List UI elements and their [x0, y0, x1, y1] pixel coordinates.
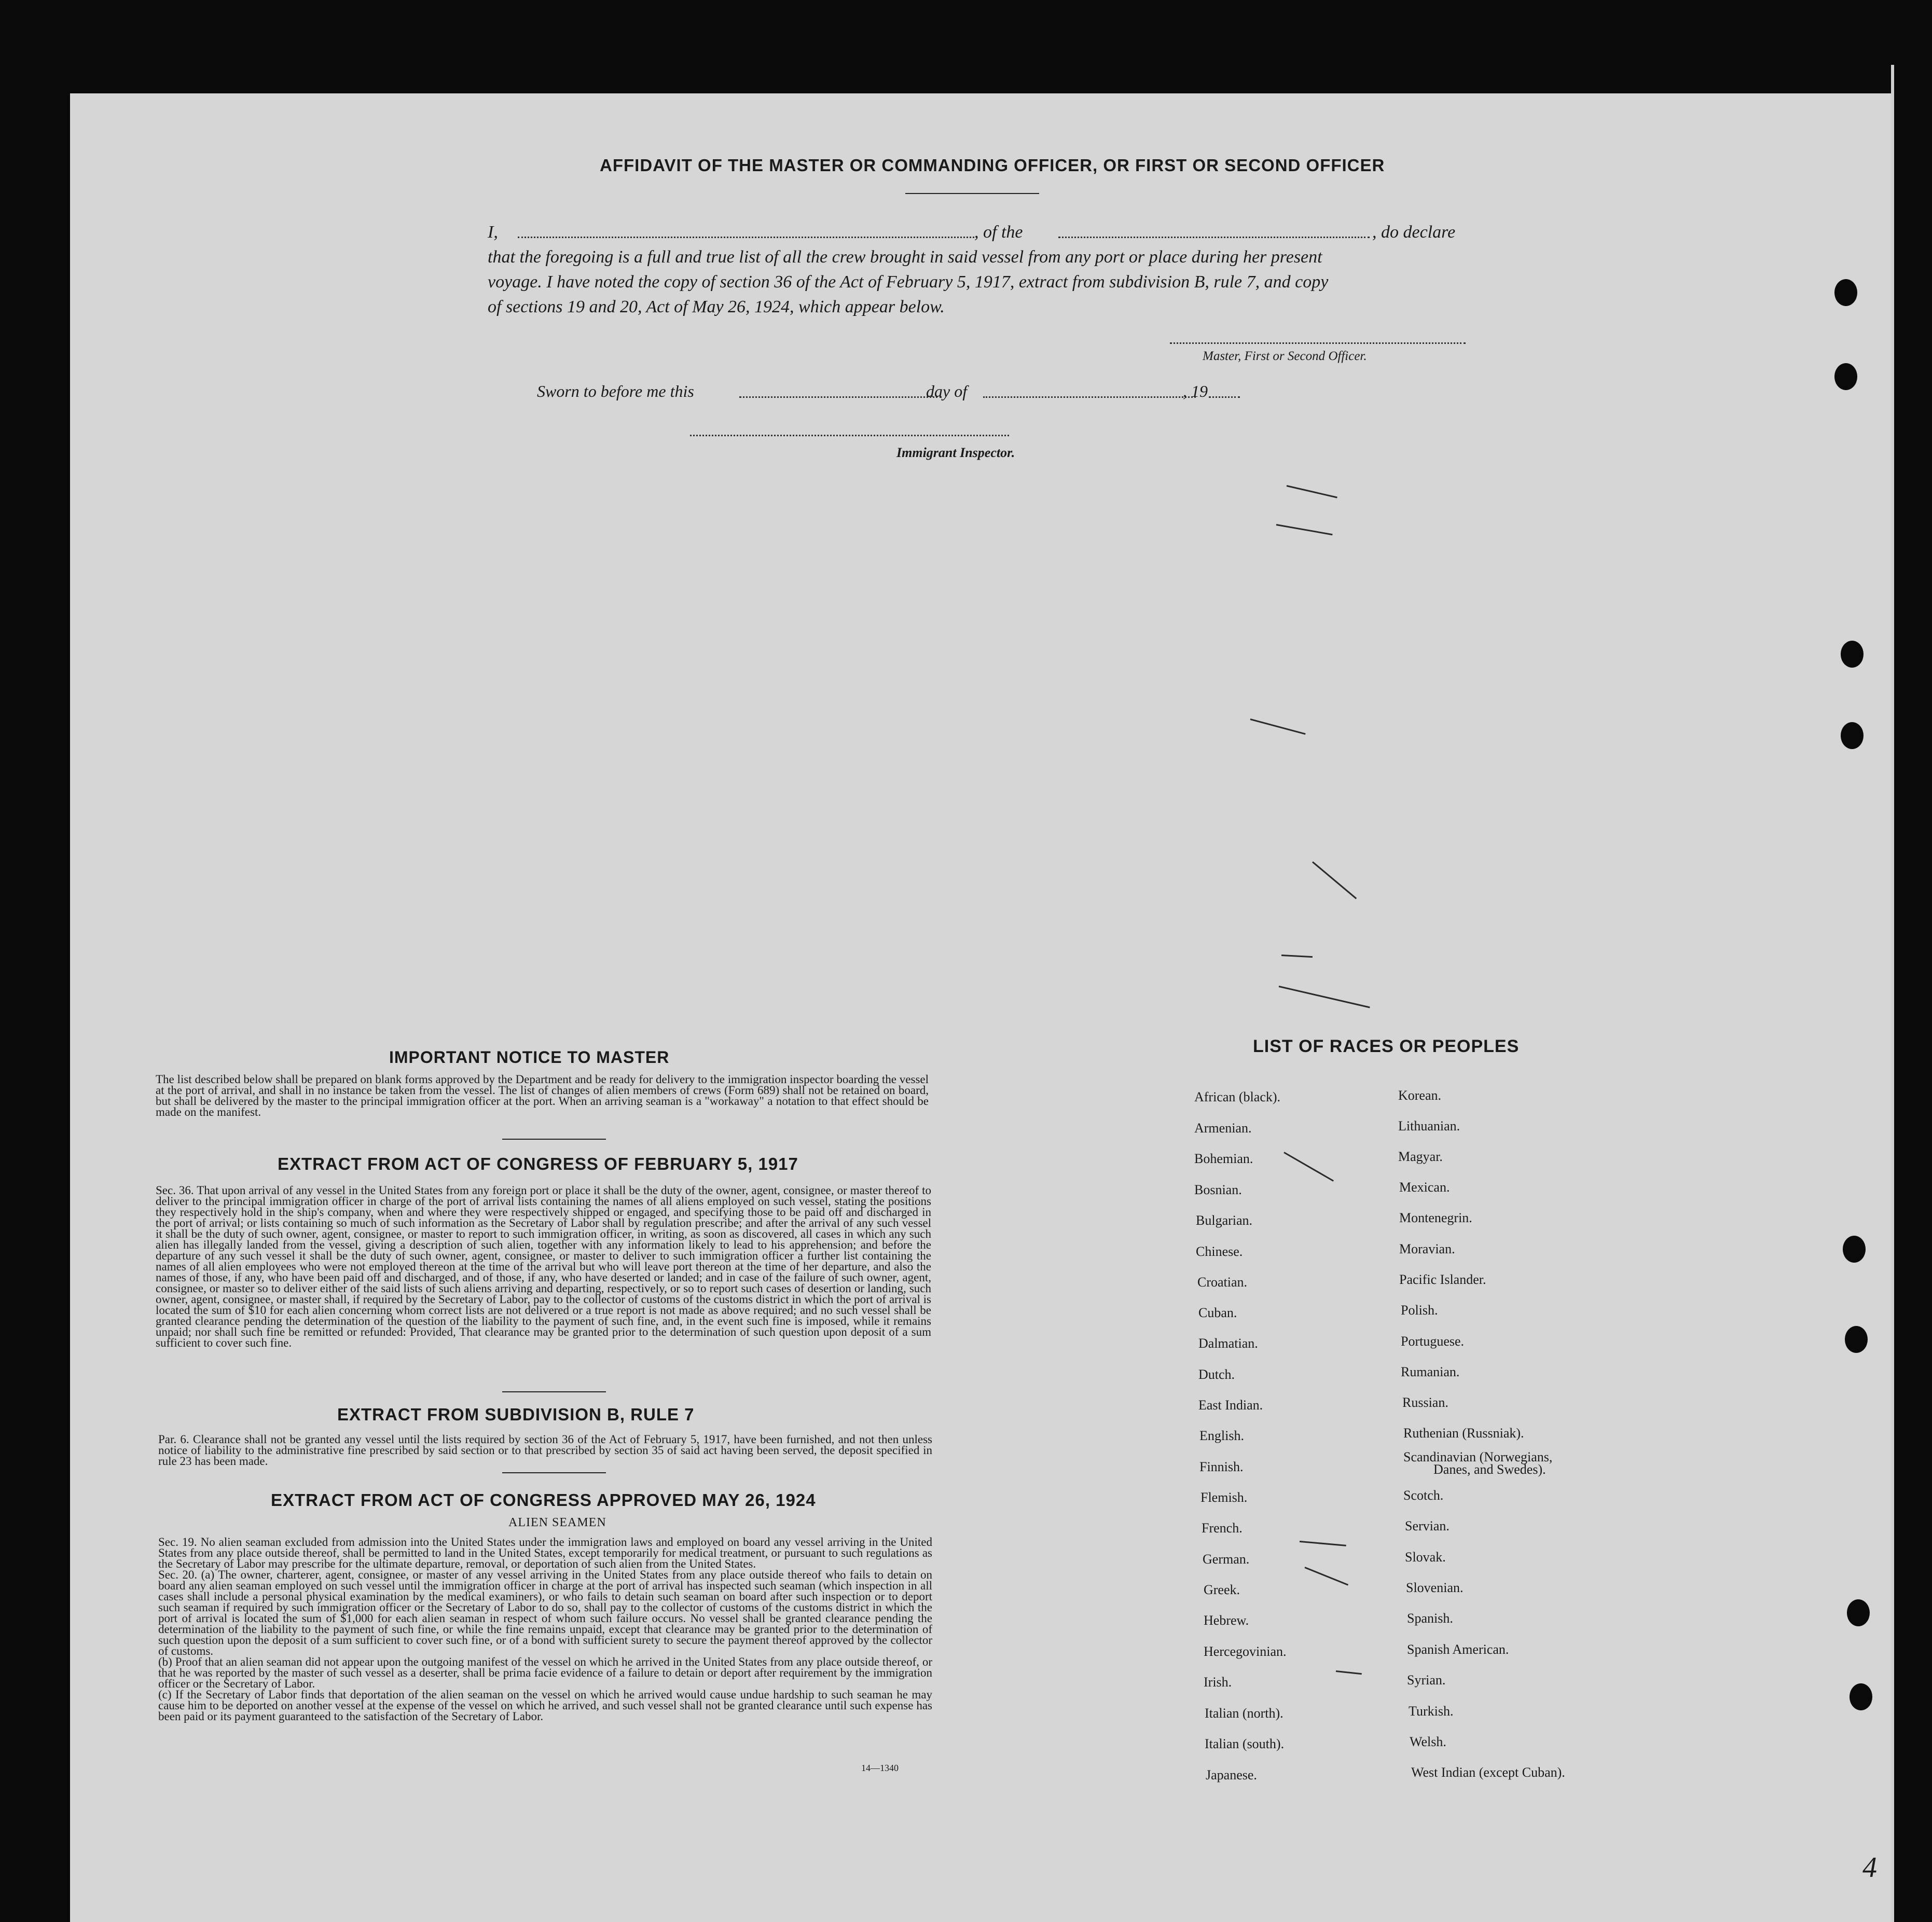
race-left-item: Hebrew. [1204, 1613, 1249, 1628]
do-declare-label: , do declare [1372, 223, 1456, 242]
extract-1917-body: Sec. 36. That upon arrival of any vessel in the United States from any foreign port or place it shall be the duty of the owner, agent, consignee, or master thereof to deliver to the principal immigration officer in charge of the port of arrival lists containing the names of all aliens employed on such vessel, stating the positions they respectively hold in the ship's company, when and where they were respectively shipped or engaged, and specifying those to be paid off and discharged in the port of arrival; or lists containing so much of such information as the Secretary of Labor shall by regulation prescribe; and after the arrival of any such vessel it shall be the duty of such owner, agent, consignee, or master to report to such immigration officer, in writing, as soon as discovered, all cases in which any such alien has illegally landed from the vessel, giving a description of such alien, together with any information likely to lead to his apprehension; and before the departure of any such vessel it shall be the duty of such owner, agent, consignee, or master to deliver to such immigration officer a further list containing the names of all alien employees who were not employed thereon at the time of the arrival but who will leave port thereon at the time of her departure, and also the names of those, if any, who have been paid off and discharged, and of those, if any, who have deserted or landed; and in case of the failure of such owner, agent, consignee, or master so to deliver either of the said lists of such aliens arriving and departing, respectively, or so to report such cases of desertion or landing, such owner, agent, consignee, or master shall, if required by the Secretary of Labor, pay to the collector of customs of the customs district in which the port of arrival is located the sum of $10 for each alien concerning whom correct lists are not delivered or a true report is not made as above required; and no such vessel shall be granted clearance pending the determination of the question of the liability to the payment of such fine, and, in the event such fine is imposed, while it remains unpaid; nor shall such fine be remitted or refunded: Provided, That clearance may be granted prior to the determination of such question upon deposit of a sum sufficient to cover such fine. [156, 1184, 931, 1349]
inspector-signature-field[interactable] [690, 435, 1009, 436]
extract-1917-divider [502, 1391, 606, 1392]
name-field[interactable] [518, 237, 974, 238]
punch-hole [1841, 641, 1864, 668]
sworn-line [537, 382, 1263, 408]
race-right-item: West Indian (except Cuban). [1411, 1765, 1565, 1780]
subdivision-b-title: EXTRACT FROM SUBDIVISION B, RULE 7 [337, 1405, 695, 1424]
corner-mark: 4 [1862, 1851, 1877, 1884]
subdivision-b-divider [502, 1472, 606, 1473]
race-left-item: Irish. [1204, 1675, 1232, 1690]
affidavit-line-3: voyage. I have noted the copy of section 36 of the Act of February 5, 1917, extract from subdivision B, rule 7, and copy [488, 272, 1329, 292]
race-left-item: Croatian. [1197, 1275, 1248, 1290]
race-left-item: Finnish. [1199, 1459, 1244, 1474]
sworn-year-field[interactable] [1209, 396, 1240, 398]
section-20a: Sec. 20. (a) The owner, charterer, agent, consignee, or master of any vessel arriving in the United States from any place outside thereof who fails to detain on board any alien seaman employed on such vessel until the immigration officer in charge at the port of arrival has inspected such seaman (which inspection in all cases shall include a personal physical examination by the medical examiners), or who fails to detain such seaman on board after such inspection or to deport such seaman if required by such immigration officer or the Secretary of Labor to do so, shall pay to the collector of customs of the customs district in which the port of arrival is located the sum of $1,000 for each alien seaman in respect of whom such failure occurs. No vessel shall be granted clearance pending the determination of the liability to the payment of such fine, or while the fine remains unpaid, except that clearance may be granted prior to the determination of such question upon the deposit of a sum sufficient to cover such fine, or of a bond with sufficient surety to secure the payment thereof approved by the collector of customs. [158, 1568, 932, 1657]
affidavit-line-1 [488, 220, 1499, 245]
race-right-item: Ruthenian (Russniak). [1403, 1426, 1524, 1441]
punch-hole [1834, 279, 1857, 306]
race-right-item: Turkish. [1409, 1704, 1454, 1719]
race-left-item: Cuban. [1198, 1305, 1237, 1320]
inspector-label: Immigrant Inspector. [896, 445, 1015, 460]
race-left-item: East Indian. [1198, 1398, 1263, 1413]
race-left-item: Japanese. [1206, 1767, 1257, 1782]
race-left-item: French. [1202, 1520, 1243, 1536]
race-right-item: Scotch. [1403, 1488, 1444, 1503]
race-right-item: Spanish American. [1407, 1642, 1509, 1657]
affidavit-title: AFFIDAVIT OF THE MASTER OR COMMANDING OFFICER, OR FIRST OR SECOND OFFICER [600, 156, 1385, 175]
race-left-item: African (black). [1194, 1089, 1281, 1104]
sworn-date-field[interactable] [739, 396, 942, 398]
race-right-item: Syrian. [1407, 1672, 1446, 1688]
extract-1924-title: EXTRACT FROM ACT OF CONGRESS APPROVED MAY 26, 1924 [271, 1490, 816, 1510]
punch-hole [1845, 1326, 1868, 1353]
race-right-item: Montenegrin. [1399, 1210, 1472, 1225]
notice-divider [502, 1139, 606, 1140]
sworn-month-field[interactable] [983, 396, 1196, 398]
race-right-item: Russian. [1402, 1395, 1448, 1410]
punch-hole [1841, 722, 1864, 749]
race-left-item: Dutch. [1198, 1367, 1235, 1382]
year-label: , 19 [1183, 382, 1208, 400]
race-right-item: Rumanian. [1401, 1364, 1460, 1379]
race-left-item: Dalmatian. [1198, 1336, 1258, 1351]
punch-hole [1847, 1599, 1870, 1626]
race-left-item: Bohemian. [1194, 1151, 1253, 1166]
of-the-label: , of the [974, 223, 1023, 242]
races-title: LIST OF RACES OR PEOPLES [1253, 1036, 1520, 1056]
section-19: Sec. 19. No alien seaman excluded from admission into the United States under the immigration laws and employed on board any vessel arriving in the United States from any place outside thereof, shall be permitted to land in the United States, except temporarily for medical treatment, or pursuant to such regulations as the Secretary of Labor may prescribe for the ultimate departure, removal, or deportation of such alien from the United States. [158, 1536, 932, 1570]
notice-title: IMPORTANT NOTICE TO MASTER [389, 1048, 670, 1067]
race-right-item: Mexican. [1399, 1180, 1450, 1195]
race-right-item: Slovak. [1405, 1550, 1446, 1565]
race-left-item: Greek. [1204, 1582, 1240, 1597]
race-right-item: Portuguese. [1401, 1334, 1465, 1349]
race-left-item: German. [1203, 1552, 1250, 1567]
race-right-item: Servian. [1405, 1518, 1450, 1533]
race-right-item: Pacific Islander. [1399, 1272, 1486, 1287]
race-left-item: Bulgarian. [1196, 1213, 1253, 1228]
race-right-item: Welsh. [1410, 1734, 1446, 1749]
i-label: I, [488, 223, 498, 242]
race-left-item: Bosnian. [1194, 1182, 1242, 1197]
notice-body: The list described below shall be prepared on blank forms approved by the Department and be ready for delivery to the immigration inspector boarding the vessel at the port of arrival, and shall in no instance be taken from the vessel. The list of changes of alien members of crews (Form 689) shall not be retained on board, but shall be delivered by the master to the principal immigration officer at the port. When an arriving seaman is a "workaway" a notation to that effect should be made on the manifest. [156, 1073, 929, 1118]
race-right-item: Moravian. [1399, 1241, 1455, 1256]
race-right-item: Polish. [1401, 1303, 1438, 1318]
affidavit-body [488, 220, 1499, 320]
race-right-item: Danes, and Swedes). [1433, 1462, 1546, 1477]
signature-label: Master, First or Second Officer. [1203, 349, 1367, 363]
alien-seamen-subtitle: ALIEN SEAMEN [508, 1516, 606, 1529]
race-right-item: Magyar. [1398, 1149, 1443, 1164]
sworn-label: Sworn to before me this [537, 382, 694, 400]
vessel-field[interactable] [1058, 237, 1370, 238]
race-right-item: Scandinavian (Norwegians, [1403, 1449, 1553, 1464]
extract-1917-title: EXTRACT FROM ACT OF CONGRESS OF FEBRUARY 5, 1917 [278, 1154, 798, 1173]
punch-hole [1834, 363, 1857, 390]
race-left-item: Flemish. [1200, 1490, 1248, 1505]
title-underline [905, 193, 1039, 194]
subdivision-b-body: Par. 6. Clearance shall not be granted any vessel until the lists required by section 36 of the Act of February 5, 1917, have been furnished, and not then unless notice of liability to the administrative fine prescribed by said section or to that prescribed by section 35 of said act having been served, the deposit specified in rule 23 has been made. [158, 1433, 932, 1468]
form-number: 14—1340 [861, 1763, 899, 1773]
race-left-item: Italian (south). [1205, 1736, 1285, 1751]
race-left-item: Italian (north). [1205, 1706, 1284, 1721]
race-left-item: English. [1199, 1428, 1244, 1443]
race-left-item: Chinese. [1196, 1244, 1243, 1259]
sheet-edge [1891, 65, 1894, 1922]
race-right-item: Lithuanian. [1398, 1118, 1460, 1133]
race-right-item: Slovenian. [1406, 1580, 1464, 1595]
race-right-item: Korean. [1398, 1088, 1442, 1103]
race-left-item: Hercegovinian. [1204, 1644, 1287, 1659]
day-of-label: day of [926, 382, 968, 400]
signature-field[interactable] [1170, 342, 1466, 344]
race-right-item: Spanish. [1407, 1611, 1453, 1626]
extract-1924-body [158, 1537, 932, 1722]
section-20b: (b) Proof that an alien seaman did not appear upon the outgoing manifest of the vessel on which he arrived in the United States from any place outside thereof, or that he was reported by the master of such vessel as a deserter, shall be prima facie evidence of a failure to detain or deport after requirement by the immigration officer or the Secretary of Labor. [158, 1655, 932, 1690]
affidavit-line-4: of sections 19 and 20, Act of May 26, 1924, which appear below. [488, 297, 945, 316]
punch-hole [1843, 1236, 1866, 1263]
punch-hole [1850, 1683, 1872, 1710]
race-left-item: Armenian. [1194, 1121, 1252, 1136]
section-20c: (c) If the Secretary of Labor finds that deportation of the alien seaman on the vessel on which he arrived would cause undue hardship to such seaman he may cause him to be deported on another vessel at the expense of the vessel on which he arrived, and such vessel shall not be granted clearance until such expense has been paid or its payment guaranteed to the satisfaction of the Secretary of Labor. [158, 1688, 932, 1723]
affidavit-line-2: that the foregoing is a full and true list of all the crew brought in said vessel from any port or place during her present [488, 247, 1322, 267]
